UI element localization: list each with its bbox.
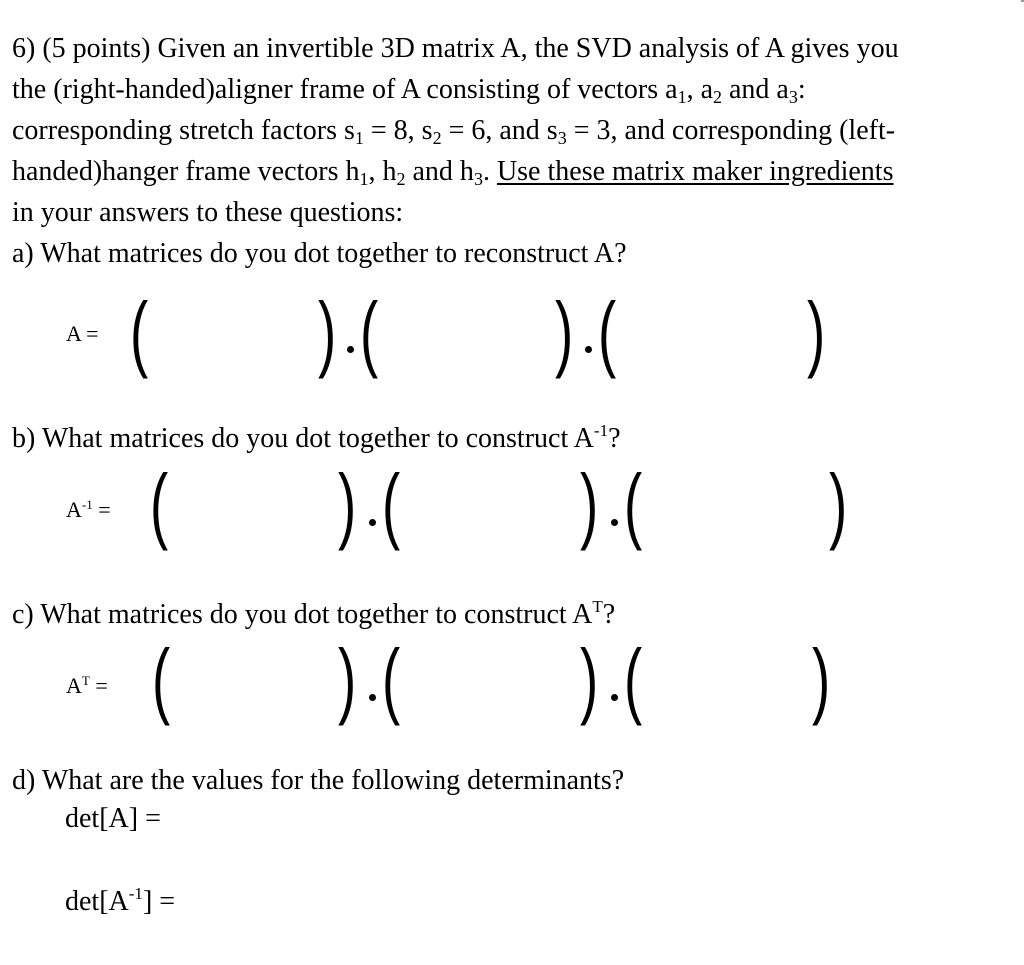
question-b: b) What matrices do you dot together to construct $A^{-1}$? [12, 421, 621, 454]
open-paren: ( [382, 457, 401, 551]
problem-line-3: corresponding stretch factors $s_1 = 8$, $s_2 = 6$, and $s_3 = 3$, and corresponding (left- [12, 115, 896, 148]
open-paren: ( [360, 285, 379, 379]
problem-line-4: handed)hanger frame vectors $h_1$, $h_2$ and $h_3$. Use these matrix maker ingredients [12, 156, 894, 189]
det-a-inverse: $\det[A^{-1}]$ = [65, 884, 176, 917]
answer-b-label: $A^{-1}$ = [66, 497, 111, 522]
open-paren: ( [150, 457, 169, 551]
close-paren: ) [807, 285, 826, 379]
close-paren: ) [829, 457, 848, 551]
close-paren: ) [318, 285, 337, 379]
problem-number: 6) [12, 33, 36, 64]
close-paren: ) [338, 632, 357, 726]
dot-operator [369, 519, 376, 526]
answer-a-label: A = [66, 321, 99, 346]
open-paren: ( [624, 457, 643, 551]
problem-points: (5 points) [42, 33, 151, 64]
dot-operator [369, 694, 376, 701]
question-a: a) What matrices do you dot together to reconstruct A? [12, 238, 627, 269]
answer-c-label: $A^T$ = [66, 673, 108, 698]
close-paren: ) [580, 632, 599, 726]
close-paren: ) [580, 457, 599, 551]
open-paren: ( [598, 285, 617, 379]
problem-line-2: the (right-handed)aligner frame of A consisting of vectors $a_1$, $a_2$ and $a_3$: [12, 74, 806, 107]
close-paren: ) [555, 285, 574, 379]
open-paren: ( [624, 632, 643, 726]
ingredients-underline: Use these matrix maker ingredients [496, 156, 894, 187]
dot-operator [611, 694, 618, 701]
question-c: c) What matrices do you dot together to construct $A^T$? [12, 597, 616, 630]
problem-line-1: 6) (5 points) Given an invertible 3D matrix A, the SVD analysis of A gives you [12, 33, 899, 64]
open-paren: ( [152, 632, 171, 726]
open-paren: ( [130, 285, 149, 379]
open-paren: ( [382, 632, 401, 726]
question-d: d) What are the values for the following determinants? [12, 765, 625, 796]
dot-operator [585, 346, 592, 353]
dot-operator [611, 519, 618, 526]
close-paren: ) [338, 457, 357, 551]
problem-line-5: in your answers to these questions: [12, 197, 404, 228]
dot-operator [347, 346, 354, 353]
det-a: det[A] = [65, 803, 161, 834]
close-paren: ) [812, 632, 831, 726]
